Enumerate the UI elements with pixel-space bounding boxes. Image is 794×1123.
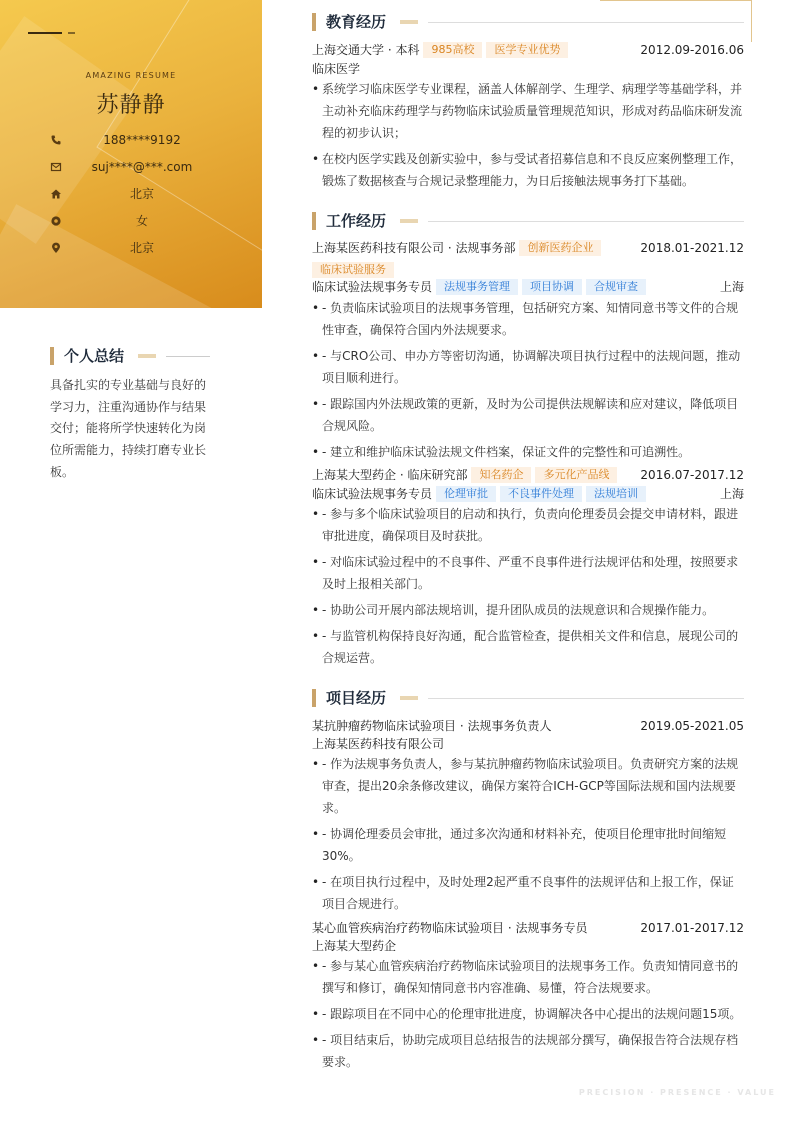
project-date: 2019.05-2021.05	[640, 719, 744, 733]
role-tag: 合规审查	[586, 279, 646, 295]
work-title: 工作经历	[326, 212, 387, 230]
role-tag: 法规事务管理	[436, 279, 518, 295]
phone-icon	[50, 134, 62, 146]
bullet-dot: •	[312, 1033, 320, 1047]
contact-phone	[0, 131, 262, 151]
gender-value: 女	[135, 214, 148, 228]
heading-pill	[400, 20, 418, 24]
company-tag: 多元化产品线	[535, 467, 617, 483]
projects-heading	[312, 688, 744, 708]
heading-accent-bar	[312, 13, 316, 31]
education-bullet	[312, 148, 744, 192]
heading-divider	[166, 356, 210, 357]
contact-location	[0, 239, 262, 259]
project-bullet	[312, 955, 744, 999]
profile-card	[0, 0, 262, 308]
bullet-text: - 协助公司开展内部法规培训，提升团队成员的法规意识和合规操作能力。	[322, 603, 715, 617]
bullet-text: - 对临床试验过程中的不良事件、严重不良事件进行法规评估和处理，按照要求及时上报相关部门。	[322, 555, 739, 591]
bullet-dot: •	[312, 827, 320, 841]
bullet-dot: •	[312, 349, 320, 363]
job-role-row	[312, 278, 744, 296]
project-date: 2017.01-2017.12	[640, 921, 744, 935]
bullet-dot: •	[312, 152, 320, 166]
bullet-dot: •	[312, 1007, 320, 1021]
project-org: 上海某大型药企	[312, 939, 397, 953]
job-bullet	[312, 551, 744, 595]
school-tag: 985高校	[423, 42, 482, 58]
education-major: 临床医学	[312, 62, 361, 76]
bullet-text: - 参与多个临床试验项目的启动和执行，负责向伦理委员会提交申请材料，跟进审批进度，确保项目及时获批。	[322, 507, 739, 543]
job-company-row	[312, 239, 744, 257]
heading-divider	[428, 221, 744, 222]
projects-title: 项目经历	[326, 689, 387, 707]
education-date: 2012.09-2016.06	[640, 43, 744, 57]
bullet-text: - 协调伦理委员会审批，通过多次沟通和材料补充，使项目伦理审批时间缩短30%。	[322, 827, 727, 863]
home-value: 北京	[129, 187, 154, 201]
bullet-dot: •	[312, 629, 320, 643]
location-icon	[50, 242, 62, 254]
job-role-row	[312, 485, 744, 503]
heading-pill	[138, 354, 156, 358]
bullet-text: 系统学习临床医学专业课程，涵盖人体解剖学、生理学、病理学等基础学科，并主动补充临床药理学与药物临床试验质量管理规范知识，形成对药品临床研发流程的初步认识；	[322, 82, 743, 140]
heading-divider	[428, 698, 744, 699]
project-bullet	[312, 871, 744, 915]
project-bullet	[312, 1029, 744, 1073]
project-name-row	[312, 717, 744, 735]
project-name: 某抗肿瘤药物临床试验项目 · 法规事务负责人	[312, 719, 552, 733]
job-role: 临床试验法规事务专员	[312, 487, 433, 501]
heading-divider	[428, 22, 744, 23]
job-bullet	[312, 345, 744, 389]
education-school-row	[312, 41, 744, 59]
bullet-dot: •	[312, 757, 320, 771]
bullet-dot: •	[312, 507, 320, 521]
decorative-line	[68, 32, 75, 34]
work-heading	[312, 211, 744, 231]
footer-watermark: PRECISION · PRESENCE · VALUE	[578, 1088, 776, 1097]
role-tag: 法规培训	[586, 486, 646, 502]
heading-accent-bar	[312, 212, 316, 230]
job-date: 2018.01-2021.12	[640, 241, 744, 255]
decorative-shape	[0, 16, 139, 244]
bullet-text: - 与CRO公司、申办方等密切沟通，协调解决项目执行过程中的法规问题，推动项目顺利进行。	[322, 349, 741, 385]
bullet-text: - 负责临床试验项目的法规事务管理，包括研究方案、知情同意书等文件的合规性审查，确保符合国内外法规要求。	[322, 301, 739, 337]
bullet-dot: •	[312, 959, 320, 973]
job-date: 2016.07-2017.12	[640, 468, 744, 482]
bullet-dot: •	[312, 555, 320, 569]
heading-accent-bar	[50, 347, 54, 365]
contact-gender	[0, 212, 262, 232]
role-tag: 项目协调	[522, 279, 582, 295]
job-bullet	[312, 503, 744, 547]
job-bullet	[312, 599, 744, 621]
project-name-row	[312, 919, 744, 937]
job-bullet	[312, 625, 744, 669]
company-tag: 知名药企	[471, 467, 531, 483]
summary-heading	[50, 346, 220, 366]
decorative-line	[28, 32, 62, 34]
heading-accent-bar	[312, 689, 316, 707]
home-icon	[50, 188, 62, 200]
bullet-text: - 参与某心血管疾病治疗药物临床试验项目的法规事务工作。负责知情同意书的撰写和修订，确保知情同意书内容准确、易懂，符合法规要求。	[322, 959, 739, 995]
school-name: 上海交通大学 · 本科	[312, 43, 420, 57]
job-company: 上海某大型药企 · 临床研究部	[312, 468, 468, 482]
education-heading	[312, 12, 744, 32]
project-bullet	[312, 823, 744, 867]
bullet-dot: •	[312, 603, 320, 617]
bullet-dot: •	[312, 875, 320, 889]
job-role: 临床试验法规事务专员	[312, 280, 433, 294]
job-company: 上海某医药科技有限公司 · 法规事务部	[312, 241, 516, 255]
project-name: 某心血管疾病治疗药物临床试验项目 · 法规事务专员	[312, 921, 588, 935]
contact-email	[0, 158, 262, 178]
summary-title: 个人总结	[64, 347, 125, 365]
bullet-text: - 与监管机构保持良好沟通，配合监管检查，提供相关文件和信息，展现公司的合规运营。	[322, 629, 739, 665]
job-company-row	[312, 466, 744, 484]
bullet-text: - 建立和维护临床试验法规文件档案，保证文件的完整性和可追溯性。	[322, 445, 691, 459]
contact-home	[0, 185, 262, 205]
job-location: 上海	[719, 487, 744, 501]
job-bullet	[312, 393, 744, 437]
bullet-dot: •	[312, 445, 320, 459]
bullet-dot: •	[312, 397, 320, 411]
candidate-name: 苏静静	[96, 93, 166, 118]
bullet-text: - 在项目执行过程中，及时处理2起严重不良事件的法规评估和上报工作，保证项目合规进行。	[322, 875, 734, 911]
bullet-text: 在校内医学实践及创新实验中，参与受试者招募信息和不良反应案例整理工作，锻炼了数据核查与合规记录整理能力，为日后接触法规事务打下基础。	[322, 152, 743, 188]
school-tag: 医学专业优势	[486, 42, 568, 58]
bullet-text: - 跟踪项目在不同中心的伦理审批进度，协调解决各中心提出的法规问题15项。	[322, 1007, 742, 1021]
role-tag: 不良事件处理	[500, 486, 582, 502]
phone-value: 188****9192	[103, 133, 181, 147]
job-bullet	[312, 297, 744, 341]
education-bullet	[312, 78, 744, 144]
bullet-dot: •	[312, 82, 320, 96]
email-value: suj****@***.com	[91, 160, 193, 174]
education-title: 教育经历	[326, 13, 387, 31]
heading-pill	[400, 696, 418, 700]
location-value: 北京	[129, 241, 154, 255]
project-org: 上海某医药科技有限公司	[312, 737, 445, 751]
job-location: 上海	[719, 280, 744, 294]
bullet-text: - 跟踪国内外法规政策的更新，及时为公司提供法规解读和应对建议，降低项目合规风险。	[322, 397, 739, 433]
summary-text: 具备扎实的专业基础与良好的学习力，注重沟通协作与结果交付；能将所学快速转化为岗位所需能力，持续打磨专业长板。	[50, 378, 207, 479]
bullet-text: - 作为法规事务负责人，参与某抗肿瘤药物临床试验项目。负责研究方案的法规审查，提出20余条修改建议，确保方案符合ICH-GCP等国际法规和国内法规要求。	[322, 757, 739, 815]
project-bullet	[312, 753, 744, 819]
company-tag: 创新医药企业	[519, 240, 601, 256]
bullet-text: - 项目结束后，协助完成项目总结报告的法规部分撰写，确保报告符合法规存档要求。	[322, 1033, 739, 1069]
project-bullet	[312, 1003, 744, 1025]
job-company-tag-row	[312, 261, 744, 279]
company-tag: 临床试验服务	[312, 262, 394, 278]
bullet-dot: •	[312, 301, 320, 315]
mail-icon	[50, 161, 62, 173]
job-bullet	[312, 441, 744, 463]
heading-pill	[400, 219, 418, 223]
role-tag: 伦理审批	[436, 486, 496, 502]
gender-icon	[50, 215, 62, 227]
tagline: AMAZING RESUME	[85, 71, 177, 80]
